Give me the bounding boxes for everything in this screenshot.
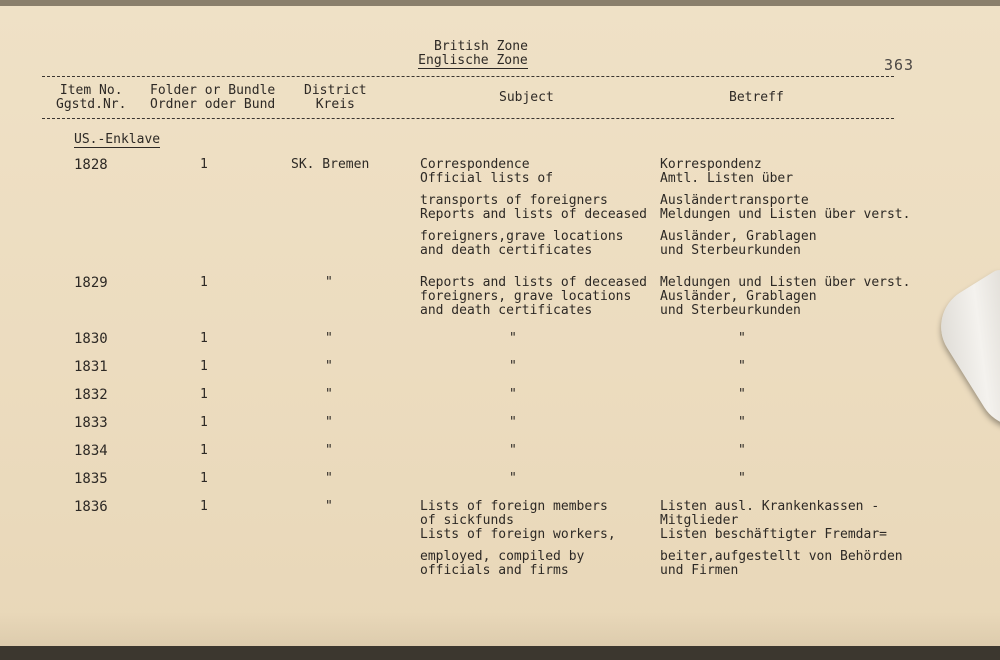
subject-text-line: foreigners, grave locations xyxy=(420,289,632,304)
subject-ditto-mark: " xyxy=(509,387,517,402)
subject-ditto-mark: " xyxy=(509,331,517,346)
page-number: 363 xyxy=(884,56,915,74)
col-header-item-de: Ggstd.Nr. xyxy=(56,97,127,112)
col-header-district xyxy=(304,84,367,112)
betreff-text-line: Amtl. Listen über xyxy=(660,171,794,186)
betreff-text-line: Meldungen und Listen über verst. xyxy=(660,207,911,222)
district-name: " xyxy=(325,499,333,514)
item-number: 1836 xyxy=(74,499,108,515)
subject-text-line: Lists of foreign workers, xyxy=(420,527,616,542)
folder-count: 1 xyxy=(200,359,208,374)
page-bottom-edge xyxy=(0,646,1000,660)
subject-ditto-mark: " xyxy=(509,443,517,458)
betreff-text-line: Listen beschäftigter Fremdar= xyxy=(660,527,887,542)
subject-ditto-mark: " xyxy=(509,359,517,374)
subject-text-line: and death certificates xyxy=(420,243,593,258)
district-name: " xyxy=(325,359,333,374)
district-name: " xyxy=(325,415,333,430)
betreff-ditto-mark: " xyxy=(738,331,746,346)
betreff-text-line: Listen ausl. Krankenkassen - xyxy=(660,499,880,514)
page-clip xyxy=(926,266,1000,441)
betreff-ditto-mark: " xyxy=(738,471,746,486)
district-name: " xyxy=(325,443,333,458)
col-header-folder xyxy=(150,84,275,112)
col-header-folder-de: Ordner oder Bund xyxy=(150,97,276,112)
betreff-ditto-mark: " xyxy=(738,415,746,430)
betreff-ditto-mark: " xyxy=(738,443,746,458)
item-number: 1832 xyxy=(74,387,108,403)
item-number: 1833 xyxy=(74,415,108,431)
betreff-text-line: und Firmen xyxy=(660,563,739,578)
subject-text-line: foreigners,grave locations xyxy=(420,229,624,244)
subject-text-line: transports of foreigners xyxy=(420,193,608,208)
col-header-subject: Subject xyxy=(499,90,554,105)
district-name: " xyxy=(325,331,333,346)
folder-count: 1 xyxy=(200,443,208,458)
betreff-text-line: Ausländer, Grablagen xyxy=(660,289,817,304)
zone-title-en: British Zone xyxy=(434,39,528,54)
district-name: " xyxy=(325,275,333,290)
col-header-district-en: District xyxy=(304,83,367,98)
betreff-text-line: beiter,aufgestellt von Behörden xyxy=(660,549,903,564)
item-number: 1831 xyxy=(74,359,108,375)
betreff-text-line: Korrespondenz xyxy=(660,157,762,172)
subject-text-line: Reports and lists of deceased xyxy=(420,207,647,222)
betreff-text-line: Mitglieder xyxy=(660,513,739,528)
subject-text-line: Reports and lists of deceased xyxy=(420,275,647,290)
betreff-ditto-mark: " xyxy=(738,359,746,374)
page-top-edge xyxy=(0,0,1000,6)
subject-text-line: and death certificates xyxy=(420,303,593,318)
folder-count: 1 xyxy=(200,499,208,514)
item-number: 1834 xyxy=(74,443,108,459)
folder-count: 1 xyxy=(200,275,208,290)
item-number: 1830 xyxy=(74,331,108,347)
col-header-betreff: Betreff xyxy=(729,90,784,105)
col-header-folder-en: Folder or Bundle xyxy=(150,83,276,98)
folder-count: 1 xyxy=(200,415,208,430)
zone-title-de: Englische Zone xyxy=(418,53,528,68)
subject-text-line: Official lists of xyxy=(420,171,554,186)
betreff-text-line: und Sterbeurkunden xyxy=(660,243,801,258)
subject-ditto-mark: " xyxy=(509,471,517,486)
subject-ditto-mark: " xyxy=(509,415,517,430)
folder-count: 1 xyxy=(200,157,208,172)
betreff-text-line: Ausländertransporte xyxy=(660,193,809,208)
subject-text-line: Correspondence xyxy=(420,157,530,172)
section-heading: US.-Enklave xyxy=(74,132,161,147)
item-number: 1829 xyxy=(74,275,108,291)
folder-count: 1 xyxy=(200,387,208,402)
subject-text-line: Lists of foreign members xyxy=(420,499,608,514)
folder-count: 1 xyxy=(200,471,208,486)
betreff-text-line: und Sterbeurkunden xyxy=(660,303,801,318)
item-number: 1828 xyxy=(74,157,108,173)
col-header-item-en: Item No. xyxy=(59,83,123,98)
col-header-item xyxy=(56,84,126,112)
item-number: 1835 xyxy=(74,471,108,487)
betreff-text-line: Ausländer, Grablagen xyxy=(660,229,817,244)
zone-title xyxy=(418,40,528,69)
col-header-district-de: Kreis xyxy=(315,97,355,112)
header-rule-top xyxy=(42,76,894,77)
district-name: " xyxy=(325,471,333,486)
subject-text-line: employed, compiled by xyxy=(420,549,585,564)
district-name: SK. Bremen xyxy=(291,157,370,172)
district-name: " xyxy=(325,387,333,402)
page-fold-shadow xyxy=(0,612,1000,646)
betreff-text-line: Meldungen und Listen über verst. xyxy=(660,275,911,290)
header-rule-bottom xyxy=(42,118,894,119)
folder-count: 1 xyxy=(200,331,208,346)
subject-text-line: officials and firms xyxy=(420,563,569,578)
subject-text-line: of sickfunds xyxy=(420,513,514,528)
betreff-ditto-mark: " xyxy=(738,387,746,402)
